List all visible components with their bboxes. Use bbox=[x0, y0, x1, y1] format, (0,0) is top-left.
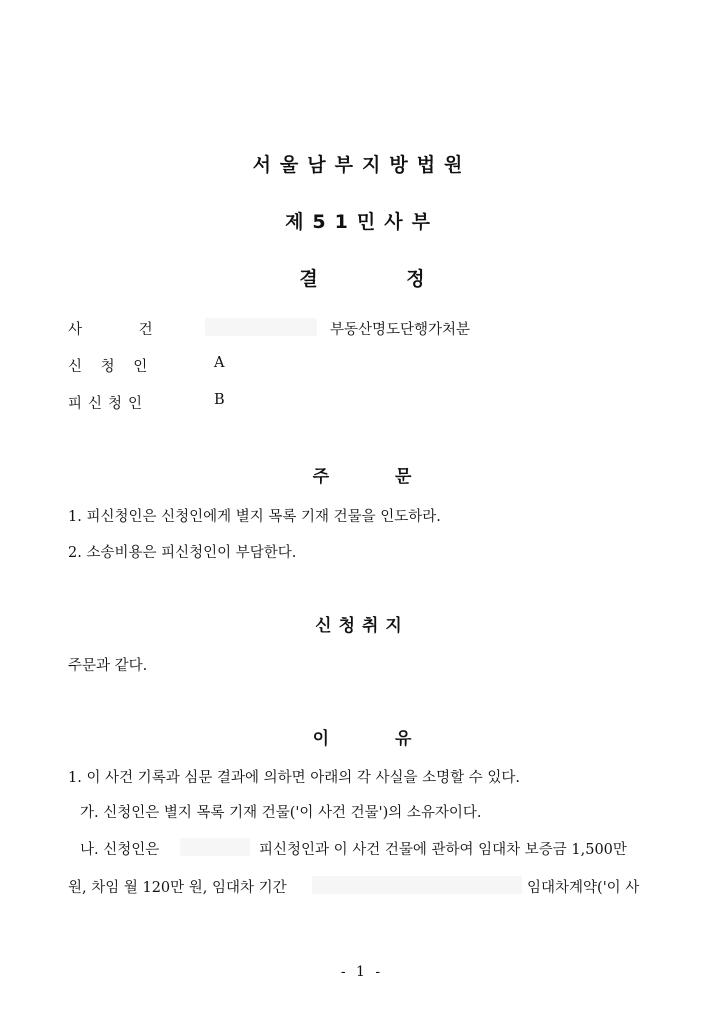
reasons-line-4a: 원, 차임 월 120만 원, 임대차 기간 bbox=[68, 880, 287, 896]
reasons-line-1: 1. 이 사건 기록과 심문 결과에 의하면 아래의 각 사실을 소명할 수 있다. bbox=[68, 770, 520, 786]
reasons-line-3b: 피신청인과 이 사건 건물에 관하여 임대차 보증금 1,500만 bbox=[259, 842, 627, 858]
court-name: 서울남부지방법원 bbox=[252, 154, 472, 176]
applicant-name: A bbox=[214, 355, 225, 371]
redaction-contract-date bbox=[180, 838, 250, 856]
document-title: 결 정 bbox=[299, 268, 425, 290]
respondent-label: 피신청인 bbox=[68, 396, 149, 412]
reasons-line-2: 가. 신청인은 별지 목록 기재 건물('이 사건 건물')의 소유자이다. bbox=[80, 805, 482, 821]
order-item-2: 2. 소송비용은 피신청인이 부담한다. bbox=[68, 545, 297, 561]
order-heading: 주 문 bbox=[312, 467, 412, 487]
applicant-label: 신 청 인 bbox=[68, 359, 148, 375]
purpose-heading: 신청취지 bbox=[315, 616, 409, 636]
redaction-case-number bbox=[205, 318, 317, 336]
reasons-line-3a: 나. 신청인은 bbox=[80, 842, 160, 858]
reasons-line-4b: 임대차계약('이 사 bbox=[527, 880, 640, 896]
case-name: 부동산명도단행가처분 bbox=[330, 322, 471, 338]
case-label: 사 건 bbox=[68, 322, 153, 338]
reasons-heading: 이 유 bbox=[312, 729, 412, 749]
redaction-lease-period bbox=[312, 876, 522, 894]
page-number: - 1 - bbox=[340, 964, 384, 980]
order-item-1: 1. 피신청인은 신청인에게 별지 목록 기재 건물을 인도하라. bbox=[68, 509, 441, 525]
respondent-name: B bbox=[214, 392, 225, 408]
purpose-text: 주문과 같다. bbox=[68, 658, 148, 674]
division-name: 제51민사부 bbox=[285, 211, 439, 233]
